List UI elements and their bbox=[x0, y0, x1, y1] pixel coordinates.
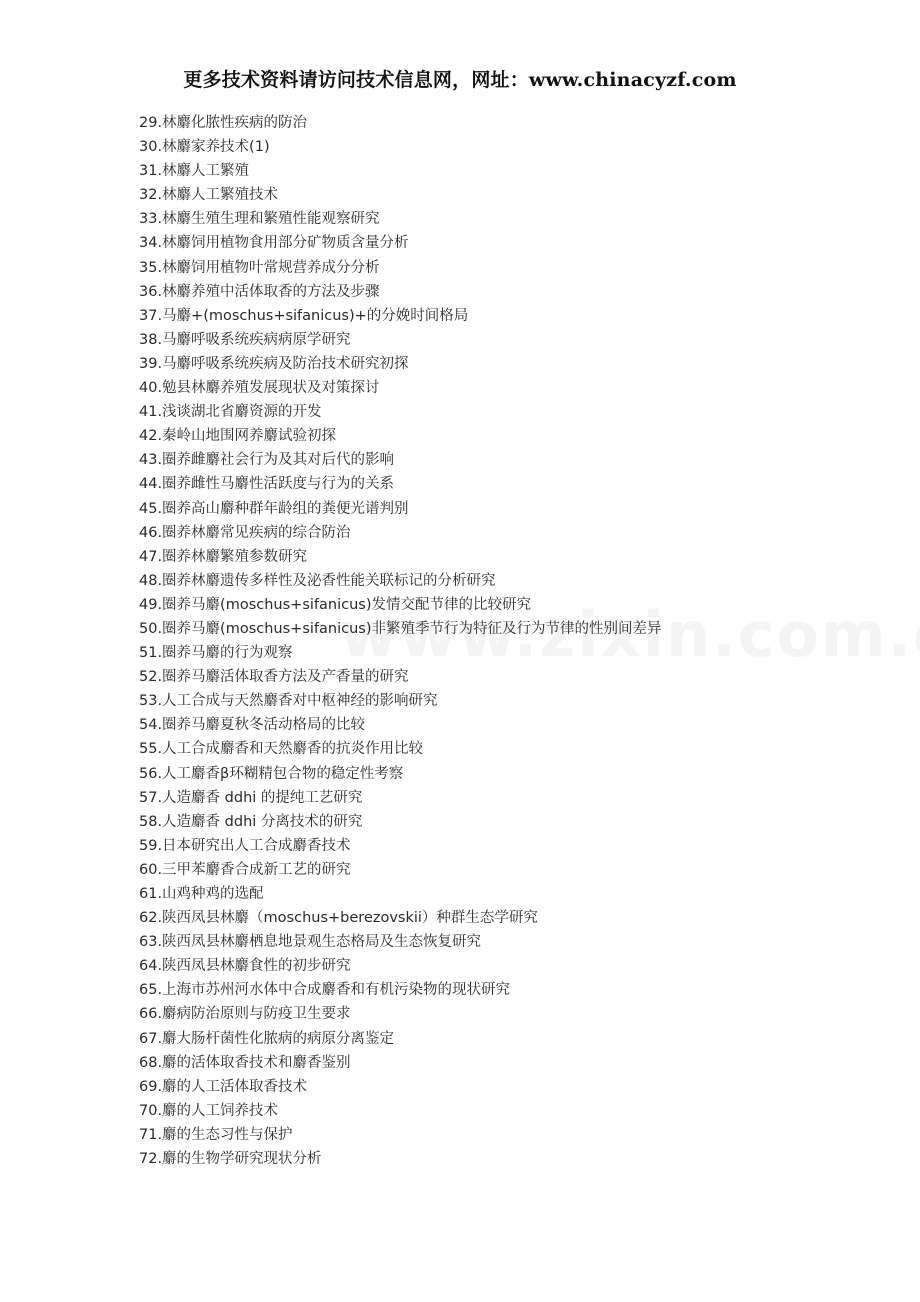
list-item: 62.陕西凤县林麝（moschus+berezovskii）种群生态学研究 bbox=[139, 910, 538, 927]
list-item: 72.麝的生物学研究现状分析 bbox=[139, 1151, 322, 1168]
list-item: 54.圈养马麝夏秋冬活动格局的比较 bbox=[139, 717, 366, 734]
list-item: 67.麝大肠杆菌性化脓病的病原分离鉴定 bbox=[139, 1030, 395, 1047]
list-item: 69.麝的人工活体取香技术 bbox=[139, 1078, 308, 1095]
list-item: 38.马麝呼吸系统疾病病原学研究 bbox=[139, 331, 351, 348]
list-item: 59.日本研究出人工合成麝香技术 bbox=[139, 837, 351, 854]
list-item: 37.马麝+(moschus+sifanicus)+的分娩时间格局 bbox=[139, 307, 469, 324]
page-header: 更多技术资料请访问技术信息网，网址：www.chinacyzf.com bbox=[183, 69, 737, 91]
list-item: 64.陕西凤县林麝食性的初步研究 bbox=[139, 958, 351, 975]
list-item: 55.人工合成麝香和天然麝香的抗炎作用比较 bbox=[139, 741, 424, 758]
list-item: 68.麝的活体取香技术和麝香鉴别 bbox=[139, 1054, 351, 1071]
list-item: 40.勉县林麝养殖发展现状及对策探讨 bbox=[139, 380, 380, 397]
list-item: 31.林麝人工繁殖 bbox=[139, 163, 250, 180]
list-item: 45.圈养高山麝种群年龄组的粪便光谱判别 bbox=[139, 500, 409, 517]
list-item: 63.陕西凤县林麝栖息地景观生态格局及生态恢复研究 bbox=[139, 934, 482, 951]
list-item: 30.林麝家养技术(1) bbox=[139, 139, 270, 156]
list-item: 35.林麝饲用植物叶常规营养成分分析 bbox=[139, 259, 380, 276]
list-item: 65.上海市苏州河水体中合成麝香和有机污染物的现状研究 bbox=[139, 982, 511, 999]
list-item: 41.浅谈湖北省麝资源的开发 bbox=[139, 404, 322, 421]
list-item: 47.圈养林麝繁殖参数研究 bbox=[139, 548, 308, 565]
list-item: 51.圈养马麝的行为观察 bbox=[139, 645, 293, 662]
list-item: 71.麝的生态习性与保护 bbox=[139, 1126, 293, 1143]
list-item: 66.麝病防治原则与防疫卫生要求 bbox=[139, 1006, 351, 1023]
list-item: 33.林麝生殖生理和繁殖性能观察研究 bbox=[139, 211, 380, 228]
article-list bbox=[139, 111, 859, 1171]
list-item: 43.圈养雌麝社会行为及其对后代的影响 bbox=[139, 452, 395, 469]
list-item: 39.马麝呼吸系统疾病及防治技术研究初探 bbox=[139, 355, 409, 372]
list-item: 32.林麝人工繁殖技术 bbox=[139, 187, 279, 204]
list-item: 60.三甲苯麝香合成新工艺的研究 bbox=[139, 861, 351, 878]
list-item: 34.林麝饲用植物食用部分矿物质含量分析 bbox=[139, 235, 409, 252]
list-item: 44.圈养雌性马麝性活跃度与行为的关系 bbox=[139, 476, 395, 493]
list-item: 49.圈养马麝(moschus+sifanicus)发情交配节律的比较研究 bbox=[139, 596, 531, 613]
list-item: 53.人工合成与天然麝香对中枢神经的影响研究 bbox=[139, 693, 438, 710]
list-item: 48.圈养林麝遗传多样性及泌香性能关联标记的分析研究 bbox=[139, 572, 496, 589]
list-item: 61.山鸡种鸡的选配 bbox=[139, 886, 264, 902]
list-item: 50.圈养马麝(moschus+sifanicus)非繁殖季节行为特征及行为节律的性别间差异 bbox=[139, 620, 662, 637]
list-item: 57.人造麝香 ddhi 的提纯工艺研究 bbox=[139, 789, 363, 806]
list-item: 36.林麝养殖中活体取香的方法及步骤 bbox=[139, 283, 380, 300]
list-item: 42.秦岭山地围网养麝试验初探 bbox=[139, 428, 337, 445]
list-item: 56.人工麝香β环糊精包合物的稳定性考察 bbox=[139, 765, 404, 782]
list-item: 70.麝的人工饲养技术 bbox=[139, 1102, 279, 1119]
list-item: 29.林麝化脓性疾病的防治 bbox=[139, 115, 308, 131]
list-item: 52.圈养马麝活体取香方法及产香量的研究 bbox=[139, 669, 409, 686]
list-item: 58.人造麝香 ddhi 分离技术的研究 bbox=[139, 813, 363, 830]
list-item: 46.圈养林麝常见疾病的综合防治 bbox=[139, 524, 351, 541]
